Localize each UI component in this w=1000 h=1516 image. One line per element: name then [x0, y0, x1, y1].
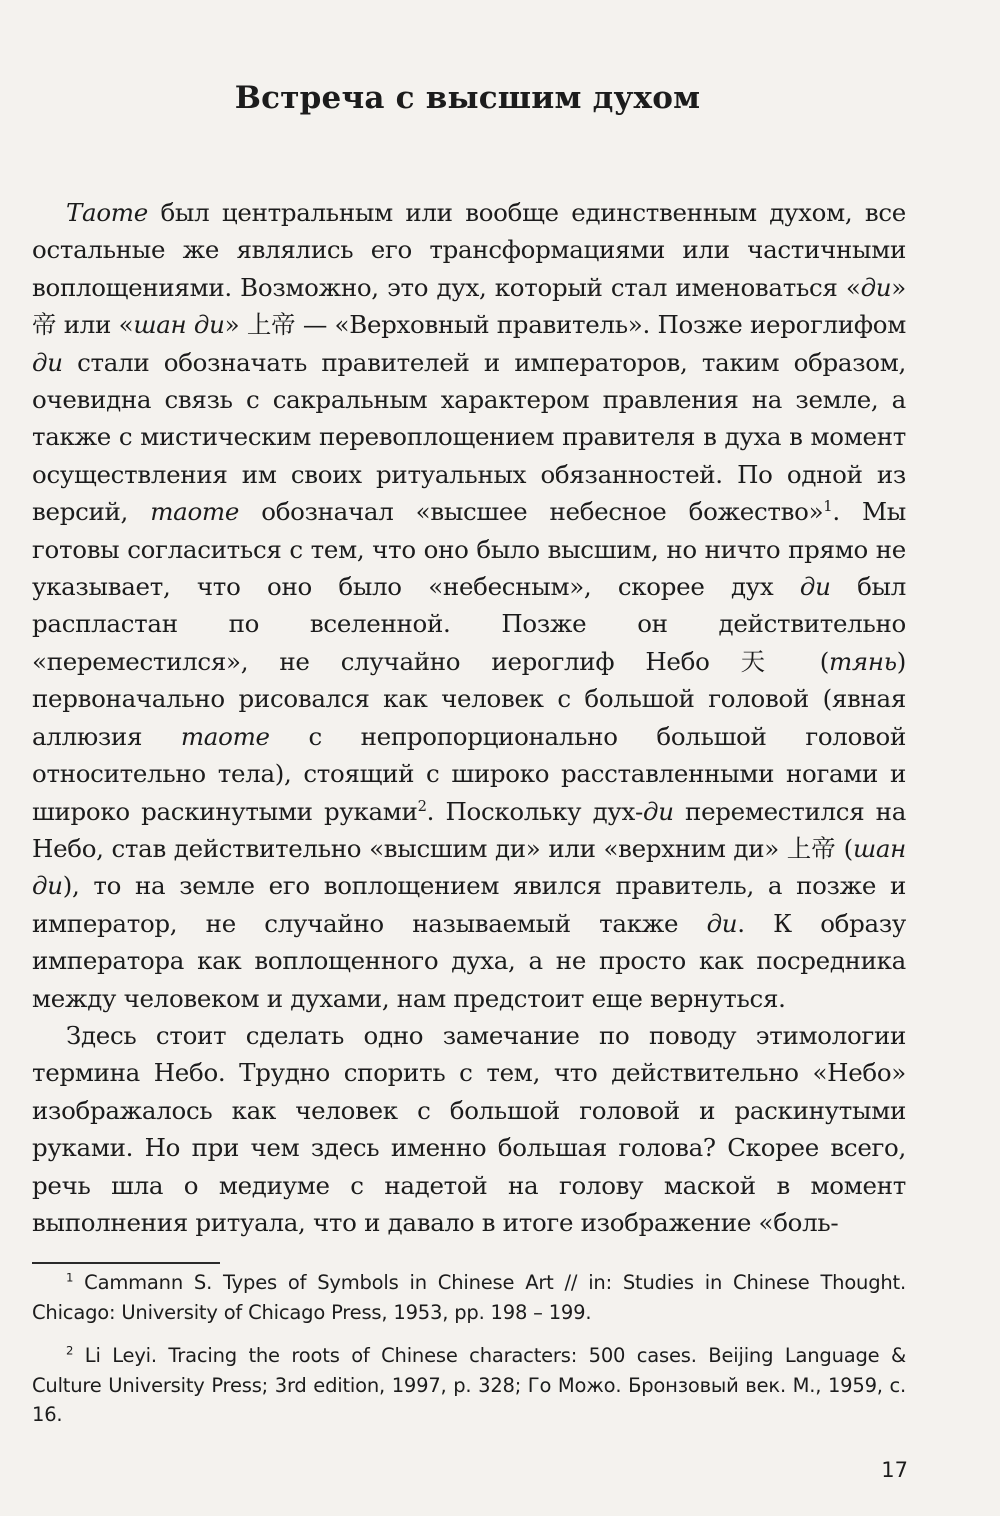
text-run: стали обозначать правителей и императоров, таким образом, очевидна связь с сакральным характером правления на земле, а также с мистическим перевоплощением правителя в духа в момент осуществления им своих ритуальных обязанностей. По одной из версий, — [32, 347, 906, 527]
italic-term: ди — [860, 272, 892, 302]
page-number: 17 — [881, 1458, 908, 1482]
footnote — [32, 1268, 906, 1327]
italic-term: ди — [799, 572, 831, 602]
body-paragraph — [32, 194, 906, 1017]
text-run: с непропорционально большой головой относительно тела), стоящий с широко расставленными ногами и широко раскинутыми руками — [32, 721, 906, 826]
body-paragraph — [32, 1017, 906, 1241]
text-run: » 上帝 — «Верховный правитель». Позже иероглифом — [224, 310, 906, 340]
text-run: переместился на Небо, став действительно «высшим ди» или «верхним ди» 上帝 ( — [32, 796, 907, 863]
italic-term: таоте — [180, 721, 270, 751]
text-run: был центральным или вообще единственным духом, все остальные же являлись его трансформациями или частичными воплощениями. Возможно, это дух, который стал именоваться « — [32, 198, 906, 302]
text-run: Здесь стоит сделать одно замечание по поводу этимологии термина Небо. Трудно спорить с тем, что действительно «Небо» изображалось как человек с большой головой и раскинутыми руками. Но при чем здесь именно большая голова? Скорее всего, речь шла о медиуме с надетой на голову маской в момент выполнения ритуала, что и давало в итоге изображение «боль- — [32, 1020, 906, 1237]
footnote-divider — [32, 1262, 220, 1264]
italic-term: шан ди — [133, 310, 225, 340]
italic-term: тянь — [829, 646, 897, 676]
italic-term: Таоте — [66, 198, 148, 227]
footnote — [32, 1341, 906, 1430]
italic-term: ди — [32, 347, 63, 377]
text-run: . Мы готовы согласиться с тем, что оно было высшим, но ничто прямо не указывает, что оно было «небесным», скорее дух — [32, 497, 906, 602]
text-run: ) первоначально рисовался как человек с большой головой (явная аллюзия — [32, 646, 906, 751]
footnotes — [32, 1268, 906, 1444]
italic-term: таоте — [150, 497, 240, 527]
body-text — [32, 194, 906, 1241]
chapter-heading: Встреча с высшим духом — [234, 80, 701, 116]
text-run: . Поскольку дух- — [426, 796, 643, 826]
footnote-mark: 2 — [66, 1343, 74, 1358]
text-run: был распластан по вселенной. Позже он действительно «переместился», не случайно иероглиф Небо 天 ( — [32, 572, 906, 676]
text-run: » 帝 или « — [32, 272, 906, 340]
footnote-text: Cammann S. Types of Symbols in Chinese Art // in: Studies in Chinese Thought. Chicago: University of Chicago Press, 1953, pp. 198 – 199. — [32, 1271, 906, 1324]
footnote-ref: 1 — [823, 498, 833, 516]
text-run: обозначал «высшее небесное божество» — [239, 497, 824, 527]
text-run: ), то на земле его воплощением явился правитель, а позже и император, не случайно называемый также — [32, 871, 906, 938]
footnote-ref: 2 — [417, 797, 427, 815]
footnote-mark: 1 — [66, 1270, 74, 1285]
text-run: . К образу императора как воплощенного духа, а не просто как посредника между человеком и духами, нам предстоит еще вернуться. — [32, 908, 906, 1013]
italic-term: шан ди — [32, 833, 906, 901]
italic-term: ди — [706, 908, 738, 938]
italic-term: ди — [643, 796, 674, 826]
footnote-text: Li Leyi. Tracing the roots of Chinese characters: 500 cases. Beijing Language & Culture University Press; 3rd edition, 1997, p. 328; Го Можо. Бронзовый век. М., 1959, с. 16. — [32, 1344, 906, 1426]
